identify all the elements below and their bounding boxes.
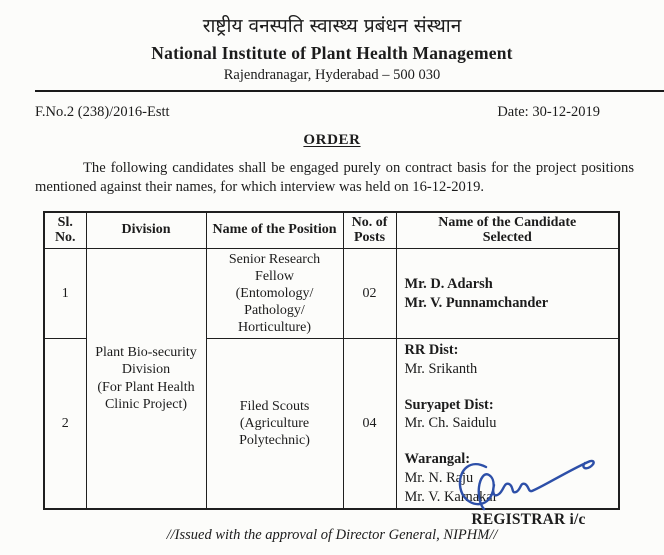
signatory-title: REGISTRAR i/c bbox=[471, 511, 586, 528]
candidate-group bbox=[405, 396, 615, 433]
approval-note: //Issued with the approval of Director General, NIPHM// bbox=[166, 527, 498, 544]
district-label: Warangal: bbox=[404, 451, 471, 468]
row2-position: Filed Scouts (Agriculture Polytechnic) bbox=[206, 339, 343, 510]
candidate-group bbox=[405, 341, 615, 378]
row2-posts: 04 bbox=[343, 339, 396, 510]
institute-address: Rajendranagar, Hyderabad – 500 030 bbox=[223, 67, 441, 83]
row1-sl-no: 1 bbox=[44, 248, 86, 338]
col-header-posts: No. of Posts bbox=[343, 212, 396, 249]
district-label: RR Dist: bbox=[404, 342, 459, 359]
candidate-name: Mr. Ch. Saidulu bbox=[404, 415, 497, 432]
row1-posts: 02 bbox=[343, 248, 396, 338]
reference-row bbox=[0, 92, 664, 121]
table-row-1 bbox=[44, 248, 619, 338]
col-header-candidate: Name of the Candidate Selected bbox=[396, 212, 619, 249]
institute-name-english: National Institute of Plant Health Management bbox=[151, 43, 513, 63]
row1-candidates bbox=[396, 248, 619, 338]
table-header-row bbox=[44, 212, 619, 249]
signature-stroke bbox=[459, 461, 593, 509]
col-header-sl-no: Sl. No. bbox=[44, 212, 86, 249]
candidate-name: Mr. V. Punnamchander bbox=[404, 294, 549, 311]
col-header-position: Name of the Position bbox=[206, 212, 343, 249]
district-label: Suryapet Dist: bbox=[404, 396, 494, 413]
candidate-name: Mr. Srikanth bbox=[404, 360, 478, 377]
candidate-name: Mr. N. Raju bbox=[404, 469, 474, 486]
file-number: F.No.2 (238)/2016-Estt bbox=[35, 104, 170, 120]
row2-sl-no: 2 bbox=[44, 339, 86, 510]
candidate-name: Mr. V. Karnakar bbox=[404, 488, 498, 505]
candidate-name: Mr. D. Adarsh bbox=[404, 275, 493, 292]
row1-position: Senior Research Fellow (Entomology/ Pathology/ Horticulture) bbox=[206, 248, 343, 338]
letterhead bbox=[0, 0, 664, 84]
order-paragraph: The following candidates shall be engaged purely on contract basis for the project positions mentioned against their names, for which interview was held on 16-12-2019. bbox=[35, 160, 634, 196]
order-heading: ORDER bbox=[303, 132, 361, 148]
col-header-division: Division bbox=[86, 212, 206, 249]
signature-block bbox=[431, 455, 626, 529]
division-cell: Plant Bio-security Division (For Plant Health Clinic Project) bbox=[86, 248, 206, 509]
signature-scribble-icon bbox=[453, 455, 605, 513]
institute-name-hindi: राष्ट्रीय वनस्पति स्वास्थ्य प्रबंधन संस्थान bbox=[202, 15, 462, 37]
order-date: Date: 30-12-2019 bbox=[497, 104, 600, 120]
